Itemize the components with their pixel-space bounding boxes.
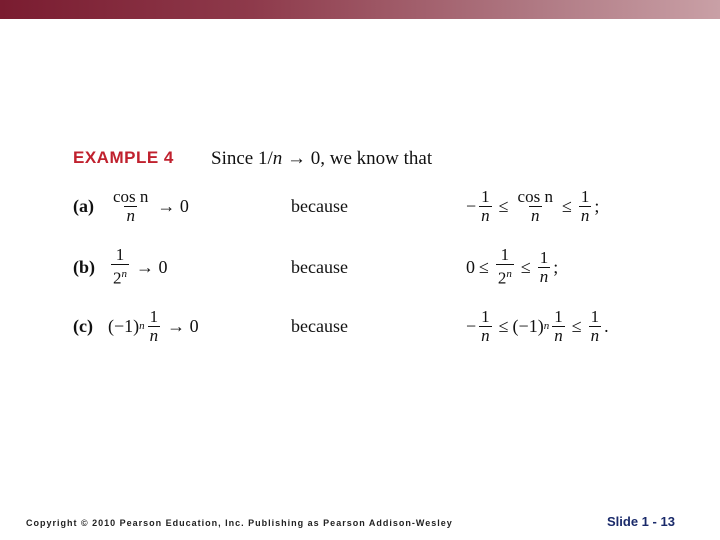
fraction: $\frac{1}{2^n}$ bbox=[113, 245, 127, 288]
example-row-a bbox=[0, 183, 720, 229]
because-text: because bbox=[291, 316, 348, 336]
row-label: (c) bbox=[73, 316, 93, 336]
example-label: EXAMPLE 4 bbox=[73, 148, 174, 167]
fraction: $\frac{1}{n}$ bbox=[580, 186, 590, 225]
slide-number: Slide 1 - 13 bbox=[607, 514, 675, 529]
copyright-notice: Copyright © 2010 Pearson Education, Inc. Publishing as Pearson Addison-Wesley bbox=[26, 518, 453, 528]
limit-expression: $\frac{\text{cos n}}{n}$ → 0 bbox=[113, 186, 189, 225]
example-header bbox=[73, 148, 713, 174]
fraction: $\frac{\text{cos n}}{n}$ bbox=[113, 186, 149, 225]
fraction: $\frac{1}{n}$ bbox=[539, 247, 549, 286]
top-color-bar bbox=[0, 0, 720, 19]
because-text: because bbox=[291, 196, 348, 216]
fraction: $\frac{1}{n}$ bbox=[149, 306, 159, 345]
limit-expression: (−1) n $\frac{1}{n}$ → 0 bbox=[108, 306, 199, 345]
inequality: − $\frac{1}{n}$ ≤ $\frac{\text{cos n}}{n}$ ≤ $\frac{1}{n}$ ; bbox=[466, 186, 600, 225]
because-text: because bbox=[291, 257, 348, 277]
row-label: (a) bbox=[73, 196, 94, 216]
row-label: (b) bbox=[73, 257, 95, 277]
fraction: $\frac{1}{n}$ bbox=[554, 306, 563, 345]
fraction: $\frac{1}{n}$ bbox=[481, 306, 490, 345]
fraction: $\frac{1}{n}$ bbox=[481, 186, 490, 225]
limit-expression: $\frac{1}{2^n}$ → 0 bbox=[113, 245, 168, 288]
inequality: − $\frac{1}{n}$ ≤ (−1) n $\frac{1}{n}$ ≤ $\frac{1}{n}$ . bbox=[466, 306, 609, 345]
fraction: $\frac{1}{n}$ bbox=[590, 306, 600, 345]
fraction: $\frac{1}{2^n}$ bbox=[497, 245, 512, 288]
example-row-c bbox=[0, 303, 720, 349]
fraction: $\frac{\text{cos n}}{n}$ bbox=[517, 186, 553, 225]
example-intro: Since 1/n → 0, we know that bbox=[211, 148, 433, 169]
inequality: 0 ≤ $\frac{1}{2^n}$ ≤ $\frac{1}{n}$ ; bbox=[466, 245, 559, 288]
example-row-b bbox=[0, 244, 720, 290]
